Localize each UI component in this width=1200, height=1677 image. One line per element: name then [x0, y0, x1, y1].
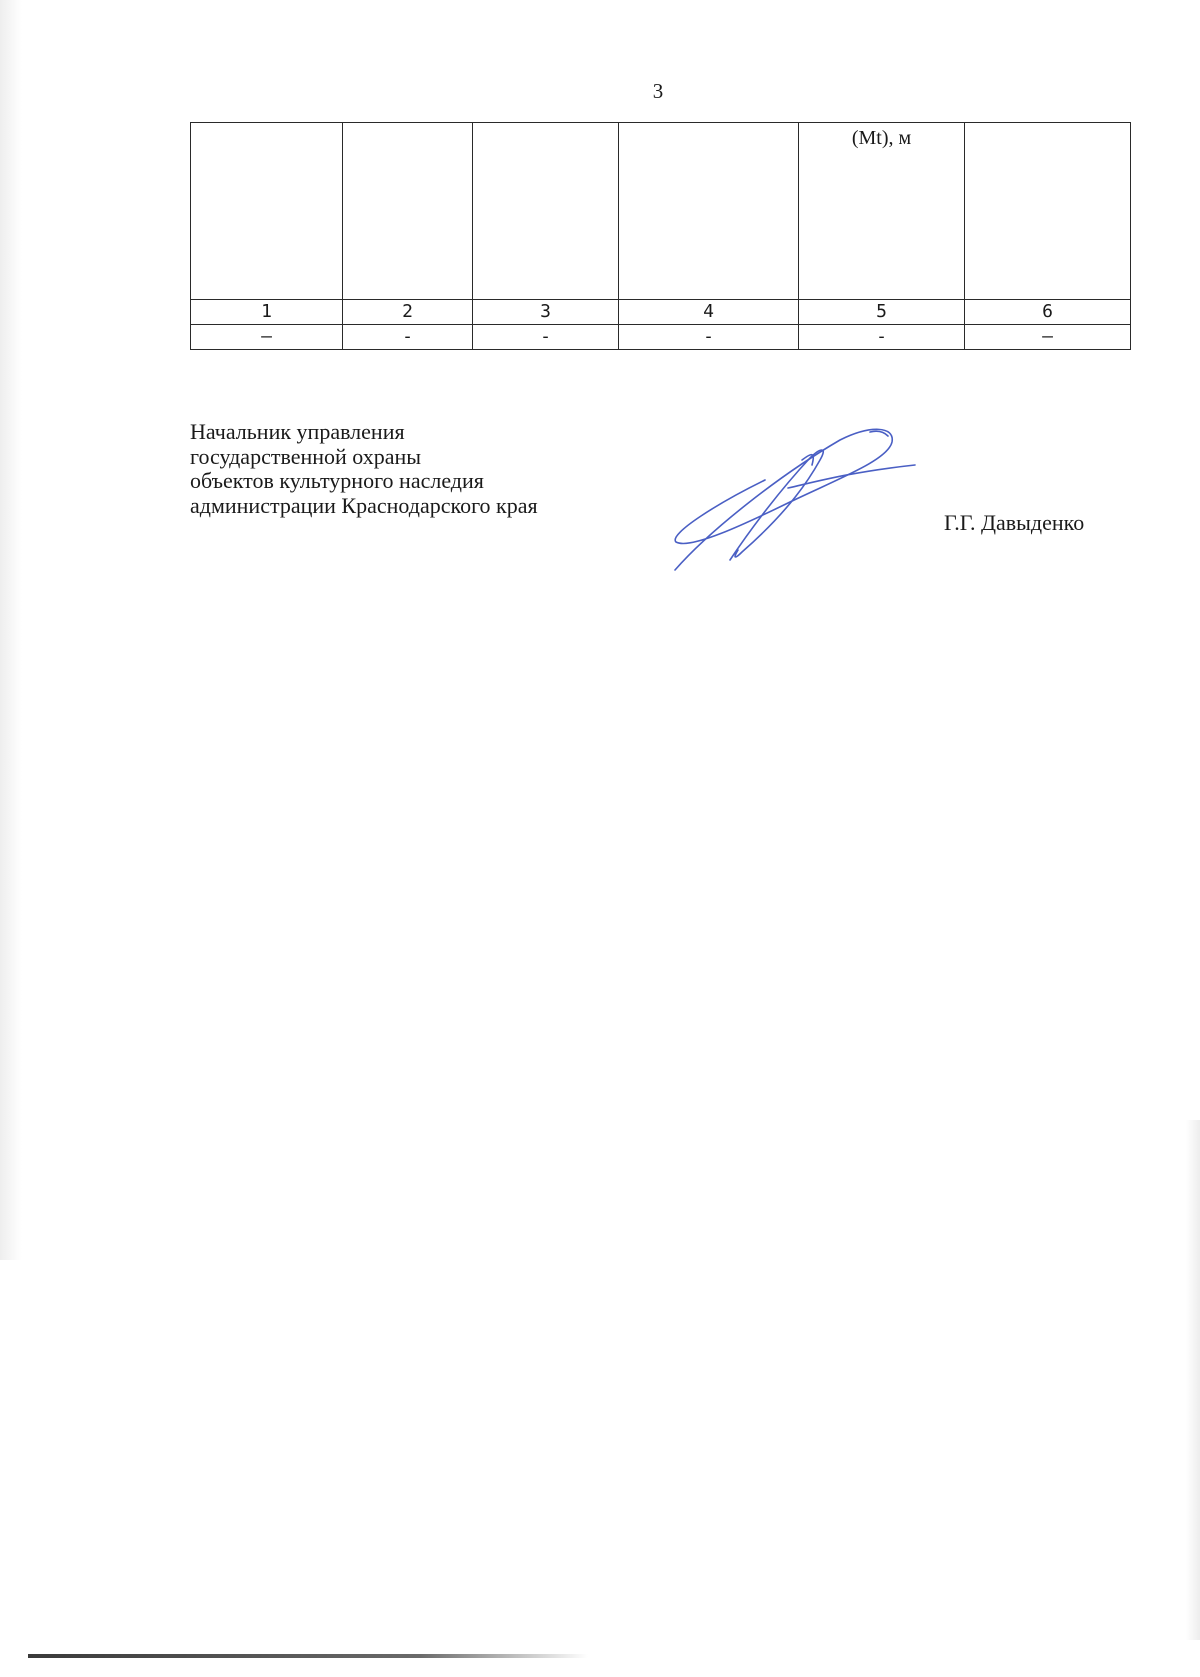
header-cell-4 [619, 123, 799, 300]
table-cell: - [473, 325, 619, 350]
table-cell: - [619, 325, 799, 350]
signatory-title-line: Начальник управления [190, 419, 405, 444]
signatory-title-line: администрации Краснодарского края [190, 492, 538, 518]
scan-edge-left [0, 0, 22, 1260]
signatory-title-line: объектов культурного наследия [190, 468, 484, 493]
table-cell: - [343, 325, 473, 350]
header-cell-1 [191, 123, 343, 300]
table-cell: – [191, 325, 343, 350]
table-row [191, 325, 1131, 350]
scan-edge-right [1186, 1120, 1200, 1640]
signature-stroke [675, 429, 892, 570]
signature-stroke [870, 431, 888, 436]
scan-bottom-line [28, 1654, 588, 1658]
table-cell: – [965, 325, 1131, 350]
table-header-row [191, 123, 1131, 300]
signatory-title [190, 420, 538, 518]
column-number-cell: 6 [965, 300, 1131, 325]
header-cell-5: (Mt), м [799, 123, 965, 300]
column-number-row [191, 300, 1131, 325]
column-number-cell: 2 [343, 300, 473, 325]
column-number-cell: 4 [619, 300, 799, 325]
header-cell-6 [965, 123, 1131, 300]
signatory-name: Г.Г. Давыденко [944, 510, 1085, 535]
header-cell-3 [473, 123, 619, 300]
column-number-cell: 3 [473, 300, 619, 325]
table-cell: - [799, 325, 965, 350]
data-table [190, 122, 1131, 350]
signature-stroke [730, 450, 823, 560]
header-cell-2 [343, 123, 473, 300]
column-number-cell: 5 [799, 300, 965, 325]
signature-stroke [788, 465, 915, 488]
signatory-title-line: государственной охраны [190, 443, 422, 469]
page-number: 3 [652, 79, 664, 103]
handwritten-signature [670, 420, 940, 580]
column-number-cell: 1 [191, 300, 343, 325]
